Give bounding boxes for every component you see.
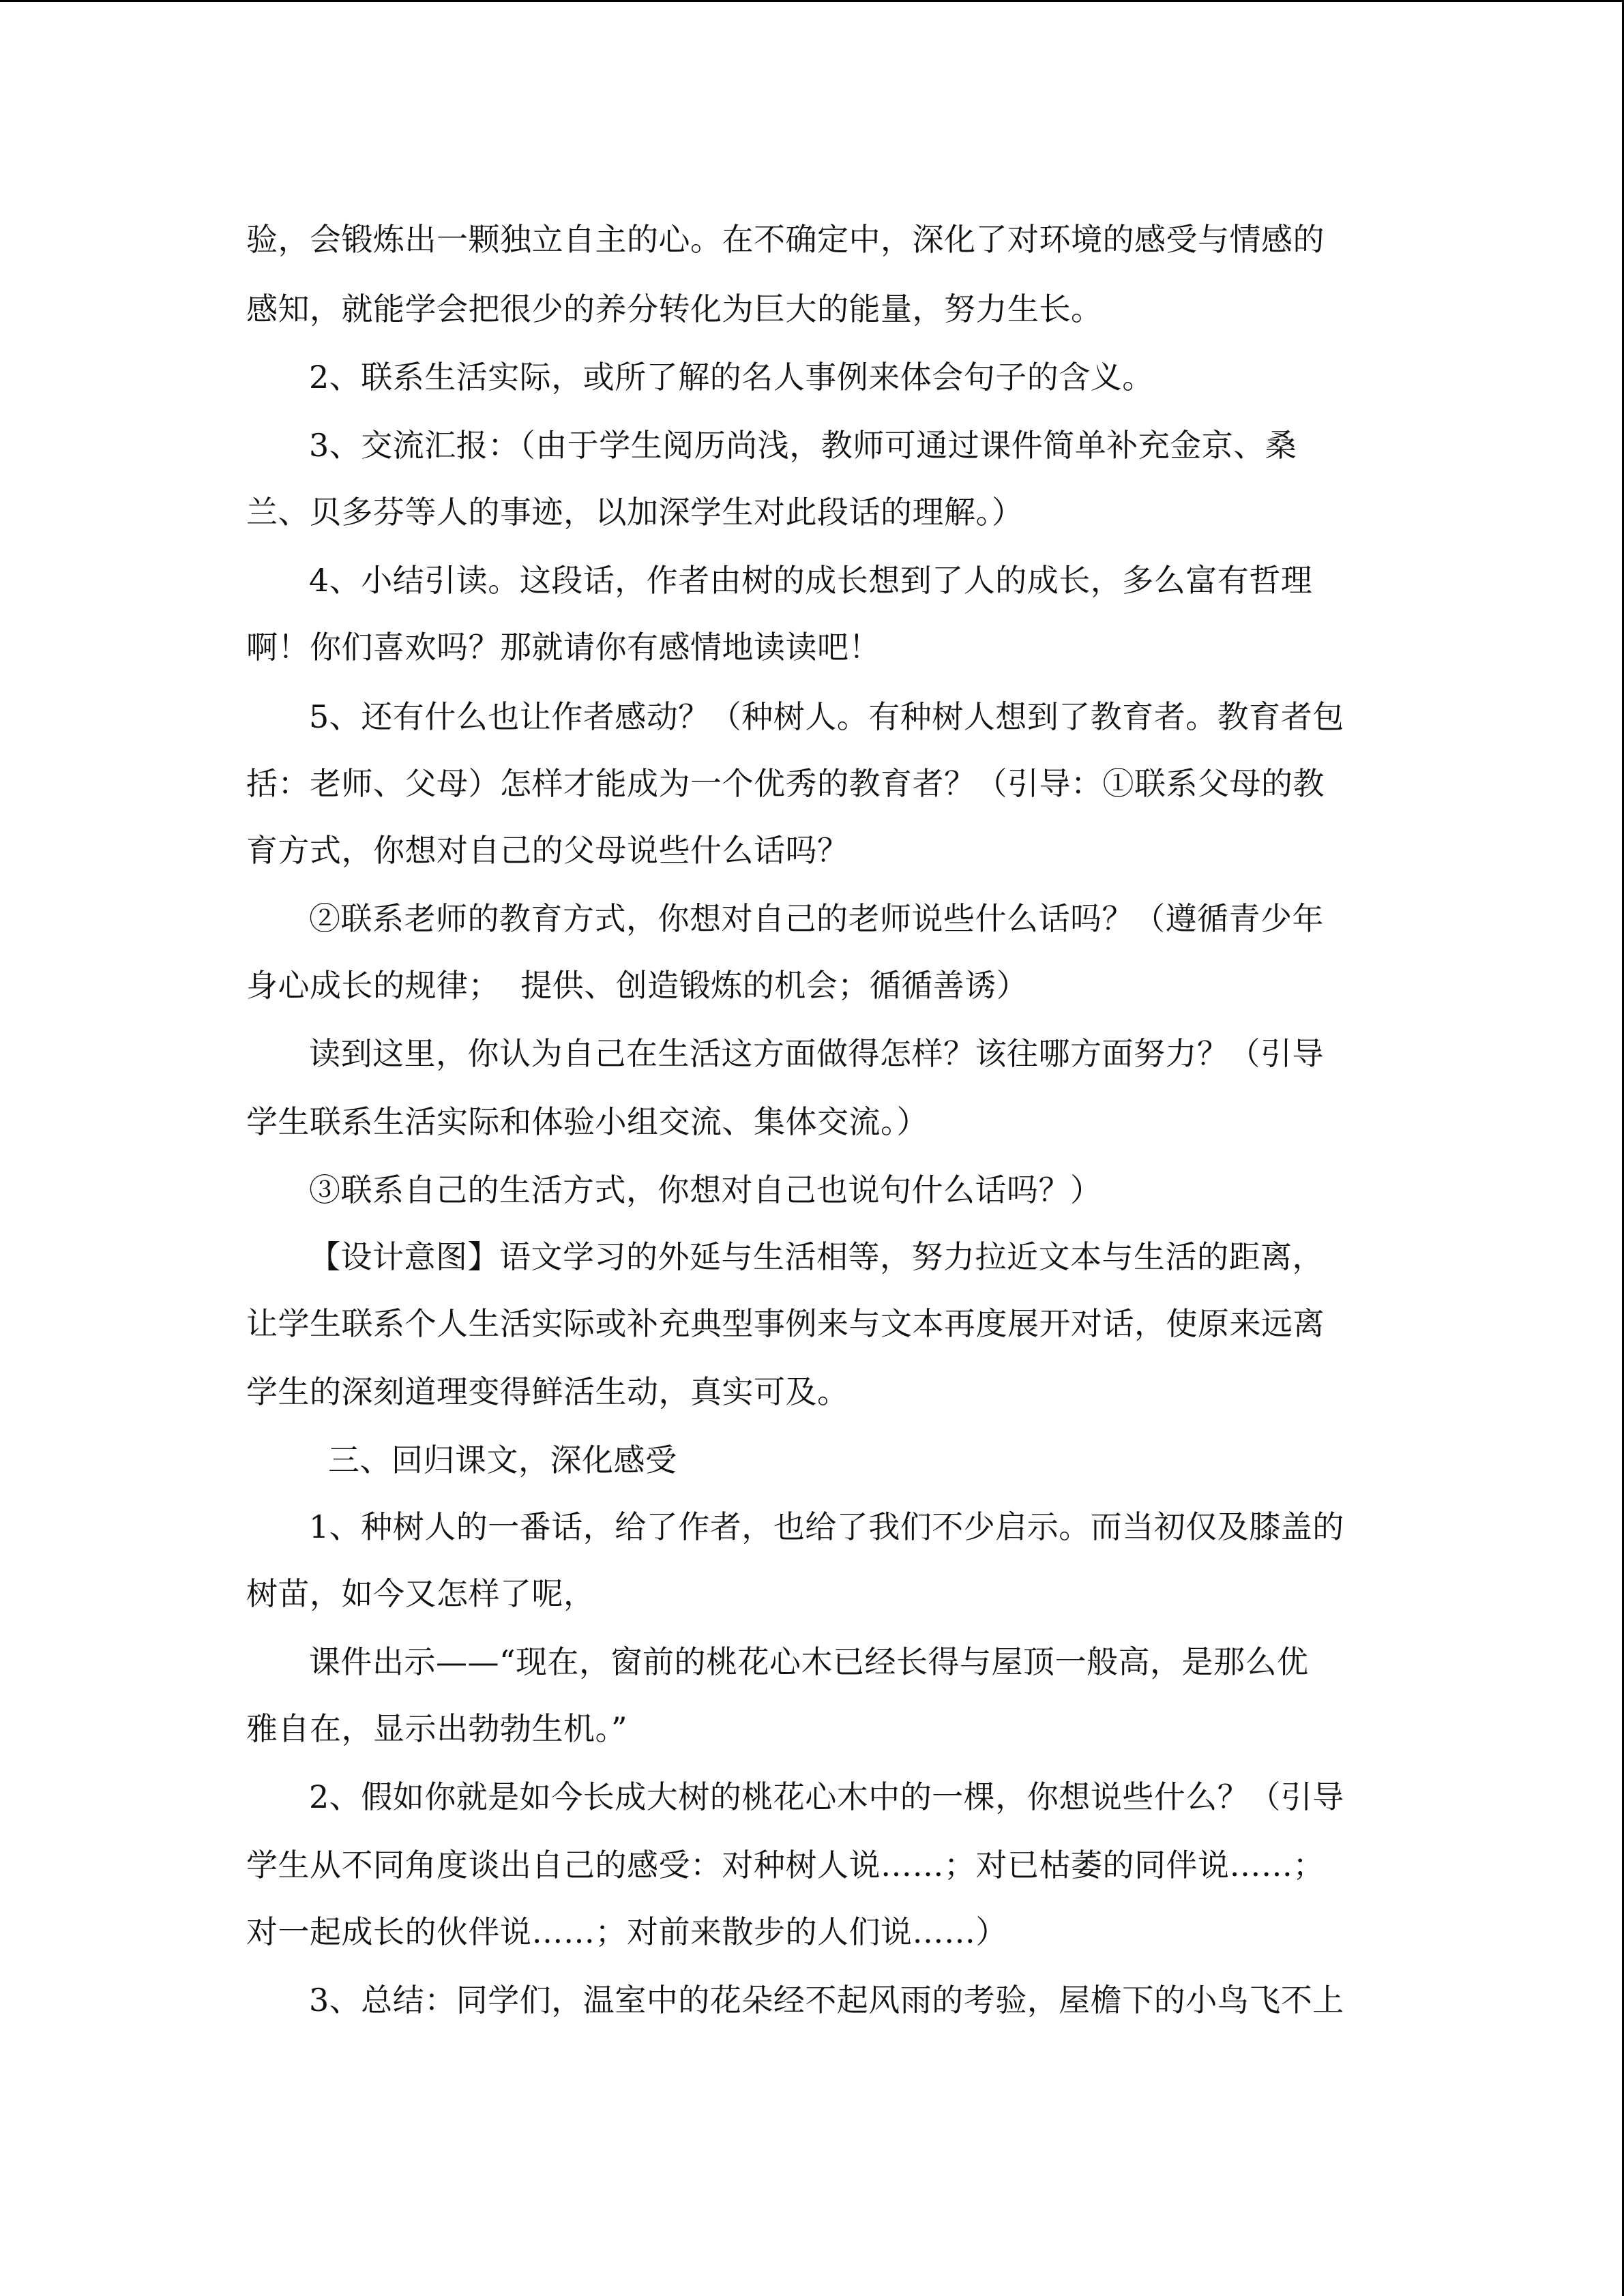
text-line: 感知，就能学会把很少的养分转化为巨大的能量，努力生长。 bbox=[246, 290, 1103, 327]
text-line: 4、小结引读。这段话，作者由树的成长想到了人的成长，多么富有哲理 bbox=[309, 562, 1313, 599]
text-line: 【设计意图】语文学习的外延与生活相等，努力拉近文本与生活的距离， bbox=[309, 1238, 1324, 1275]
text-line: 树苗，如今又怎样了呢， bbox=[246, 1575, 595, 1612]
text-line: 3、总结：同学们，温室中的花朵经不起风雨的考验，屋檐下的小鸟飞不上 bbox=[309, 1982, 1344, 2018]
text-line: 课件出示——“现在，窗前的桃花心木已经长得与屋顶一般高，是那么优 bbox=[309, 1643, 1309, 1680]
text-line: 学生联系生活实际和体验小组交流、集体交流。） bbox=[246, 1103, 928, 1140]
section-heading: 三、回归课文，深化感受 bbox=[328, 1442, 677, 1478]
text-line: 括：老师、父母）怎样才能成为一个优秀的教育者？（引导：①联系父母的教 bbox=[246, 765, 1325, 802]
text-line: 验，会锻炼出一颗独立自主的心。在不确定中，深化了对环境的感受与情感的 bbox=[246, 221, 1325, 258]
text-line: 兰、贝多芬等人的事迹，以加深学生对此段话的理解。） bbox=[246, 494, 1024, 531]
text-line: 学生从不同角度谈出自己的感受：对种树人说……；对已枯萎的同伴说……； bbox=[246, 1847, 1325, 1883]
text-line: 对一起成长的伙伴说……；对前来散步的人们说……） bbox=[246, 1913, 1007, 1950]
text-line: ②联系老师的教育方式，你想对自己的老师说些什么话吗？（遵循青少年 bbox=[309, 900, 1324, 937]
text-line: 1、种树人的一番话，给了作者，也给了我们不少启示。而当初仅及膝盖的 bbox=[309, 1508, 1344, 1545]
text-line: 啊！你们喜欢吗？那就请你有感情地读读吧！ bbox=[246, 629, 881, 666]
text-line: 2、联系生活实际，或所了解的名人事例来体会句子的含义。 bbox=[309, 359, 1154, 396]
text-line: 3、交流汇报：（由于学生阅历尚浅，教师可通过课件简单补充金京、桑 bbox=[309, 427, 1297, 464]
text-line: 育方式，你想对自己的父母说些什么话吗？ bbox=[246, 832, 849, 869]
text-line: 5、还有什么也让作者感动？（种树人。有种树人想到了教育者。教育者包 bbox=[309, 698, 1344, 735]
text-line: 2、假如你就是如今长成大树的桃花心木中的一棵，你想说些什么？（引导 bbox=[309, 1778, 1344, 1815]
text-line: 雅自在，显示出勃勃生机。” bbox=[246, 1710, 628, 1747]
text-line: 读到这里，你认为自己在生活这方面做得怎样？该往哪方面努力？（引导 bbox=[309, 1035, 1324, 1072]
page-top-border bbox=[0, 0, 1624, 2]
text-line: ③联系自己的生活方式，你想对自己也说句什么话吗？） bbox=[309, 1172, 1102, 1208]
text-line: 身心成长的规律； 提供、创造锻炼的机会；循循善诱） bbox=[246, 967, 1029, 1004]
text-line: 学生的深刻道理变得鲜活生动，真实可及。 bbox=[246, 1373, 849, 1410]
text-line: 让学生联系个人生活实际或补充典型事例来与文本再度展开对话，使原来远离 bbox=[246, 1305, 1325, 1342]
